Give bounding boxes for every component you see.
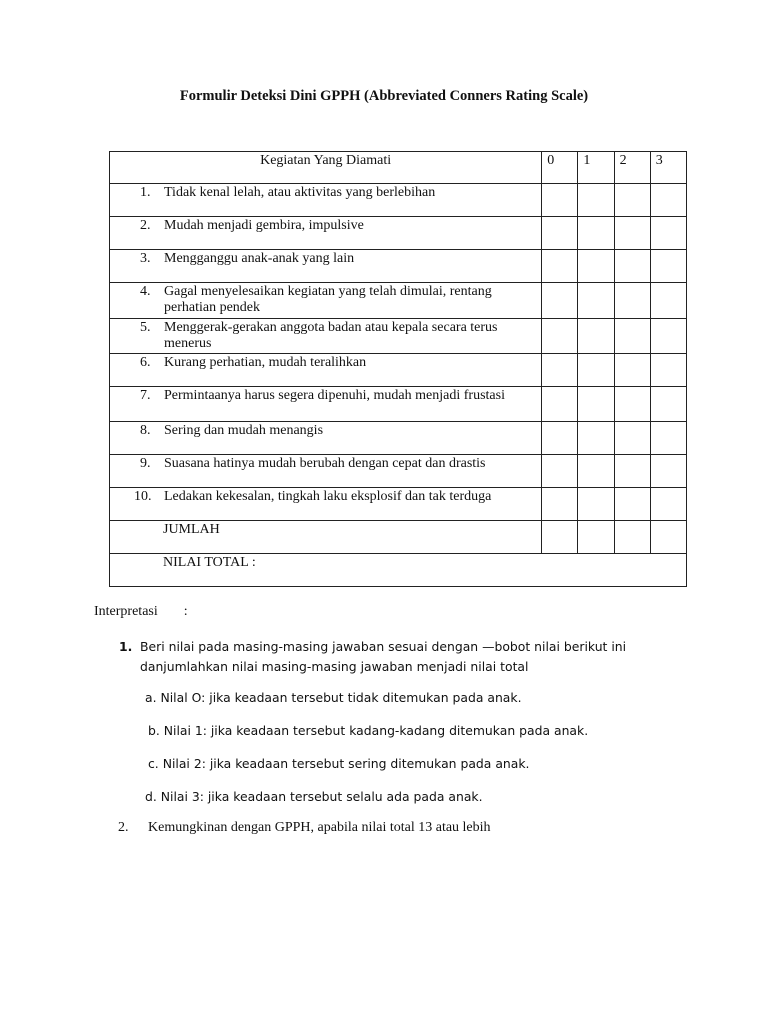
jumlah-label: JUMLAH bbox=[110, 521, 542, 554]
item-line bbox=[140, 423, 535, 439]
score-cell-0[interactable] bbox=[542, 184, 578, 217]
item-text: Sering dan mudah menangis bbox=[164, 423, 324, 438]
subpoint-a: a. Nilal O: jika keadaan tersebut tidak ditemukan pada anak. bbox=[145, 690, 522, 705]
score-header-2: 2 bbox=[614, 152, 650, 184]
item-cell bbox=[110, 488, 542, 521]
score-header-1: 1 bbox=[578, 152, 614, 184]
form-title: Formulir Deteksi Dini GPPH (Abbreviated Conners Rating Scale) bbox=[179, 88, 589, 104]
table-row bbox=[110, 319, 687, 354]
interpretasi-point-2 bbox=[118, 820, 491, 836]
score-cell-3[interactable] bbox=[650, 455, 686, 488]
score-cell-2[interactable] bbox=[614, 319, 650, 354]
item-number: 2. bbox=[140, 218, 151, 233]
score-cell-1[interactable] bbox=[578, 387, 614, 422]
item-number: 3. bbox=[140, 251, 151, 266]
table-row bbox=[110, 488, 687, 521]
item-line bbox=[134, 489, 535, 505]
score-cell-1[interactable] bbox=[578, 184, 614, 217]
score-cell-0[interactable] bbox=[542, 354, 578, 387]
score-cell-3[interactable] bbox=[650, 422, 686, 455]
item-text: Menggerak-gerakan anggota badan atau kepala secara terus menerus bbox=[164, 320, 498, 351]
table-row bbox=[110, 283, 687, 319]
item-number: 8. bbox=[140, 423, 151, 438]
item-cell bbox=[110, 387, 542, 422]
header-activity-label: Kegiatan Yang Diamati bbox=[260, 153, 392, 168]
item-line bbox=[140, 218, 535, 234]
subpoint-c: c. Nilai 2: jika keadaan tersebut sering ditemukan pada anak. bbox=[148, 756, 530, 771]
score-cell-0[interactable] bbox=[542, 455, 578, 488]
point-1-number: 1. bbox=[119, 639, 133, 654]
score-cell-0[interactable] bbox=[542, 319, 578, 354]
table-row bbox=[110, 387, 687, 422]
item-number: 4. bbox=[140, 284, 151, 299]
interpretasi-colon: : bbox=[183, 604, 188, 619]
item-number: 5. bbox=[140, 320, 151, 335]
score-cell-3[interactable] bbox=[650, 184, 686, 217]
item-number: 10. bbox=[134, 489, 152, 504]
item-number: 1. bbox=[140, 185, 151, 200]
table-row bbox=[110, 250, 687, 283]
score-cell-0[interactable] bbox=[542, 387, 578, 422]
score-cell-2[interactable] bbox=[614, 455, 650, 488]
item-cell bbox=[110, 184, 542, 217]
score-cell-1[interactable] bbox=[578, 488, 614, 521]
item-number: 9. bbox=[140, 456, 151, 471]
score-header-0: 0 bbox=[542, 152, 578, 184]
item-cell bbox=[110, 354, 542, 387]
score-cell-3[interactable] bbox=[650, 387, 686, 422]
item-line bbox=[140, 284, 535, 316]
score-cell-2[interactable] bbox=[614, 283, 650, 319]
score-cell-2[interactable] bbox=[614, 250, 650, 283]
score-header-3: 3 bbox=[650, 152, 686, 184]
score-cell-3[interactable] bbox=[650, 250, 686, 283]
score-cell-2[interactable] bbox=[614, 354, 650, 387]
item-text: Kurang perhatian, mudah teralihkan bbox=[164, 355, 367, 370]
table-row bbox=[110, 354, 687, 387]
jumlah-cell-1[interactable] bbox=[578, 521, 614, 554]
table-row bbox=[110, 422, 687, 455]
score-cell-1[interactable] bbox=[578, 319, 614, 354]
interpretasi-label: Interpretasi bbox=[94, 604, 158, 619]
item-line bbox=[140, 355, 535, 371]
header-activity bbox=[110, 152, 542, 184]
item-number: 6. bbox=[140, 355, 151, 370]
interpretasi-point-1 bbox=[119, 637, 719, 677]
subpoint-b: b. Nilai 1: jika keadaan tersebut kadang-kadang ditemukan pada anak. bbox=[148, 723, 589, 738]
score-cell-0[interactable] bbox=[542, 217, 578, 250]
score-cell-3[interactable] bbox=[650, 283, 686, 319]
jumlah-cell-3[interactable] bbox=[650, 521, 686, 554]
item-line bbox=[140, 251, 535, 267]
score-cell-1[interactable] bbox=[578, 217, 614, 250]
item-cell bbox=[110, 422, 542, 455]
item-text: Mengganggu anak-anak yang lain bbox=[164, 251, 355, 266]
score-cell-3[interactable] bbox=[650, 319, 686, 354]
score-cell-2[interactable] bbox=[614, 488, 650, 521]
item-line bbox=[140, 456, 535, 472]
jumlah-row bbox=[110, 521, 687, 554]
rating-table bbox=[109, 151, 687, 587]
item-cell bbox=[110, 319, 542, 354]
interpretasi-heading bbox=[94, 604, 188, 620]
item-text: Tidak kenal lelah, atau aktivitas yang berlebihan bbox=[164, 185, 436, 200]
score-cell-1[interactable] bbox=[578, 250, 614, 283]
score-cell-3[interactable] bbox=[650, 217, 686, 250]
score-cell-2[interactable] bbox=[614, 184, 650, 217]
item-cell bbox=[110, 455, 542, 488]
subpoint-d: d. Nilai 3: jika keadaan tersebut selalu ada pada anak. bbox=[145, 789, 483, 804]
score-cell-0[interactable] bbox=[542, 488, 578, 521]
nilai-total-row bbox=[110, 554, 687, 587]
item-number: 7. bbox=[140, 388, 151, 403]
item-line bbox=[140, 185, 535, 201]
score-cell-1[interactable] bbox=[578, 455, 614, 488]
point-2-number: 2. bbox=[118, 820, 129, 835]
table-row bbox=[110, 184, 687, 217]
item-cell bbox=[110, 283, 542, 319]
score-cell-0[interactable] bbox=[542, 422, 578, 455]
score-cell-2[interactable] bbox=[614, 217, 650, 250]
score-cell-1[interactable] bbox=[578, 354, 614, 387]
score-cell-3[interactable] bbox=[650, 488, 686, 521]
item-text: Suasana hatinya mudah berubah dengan cepat dan drastis bbox=[164, 456, 486, 471]
score-cell-0[interactable] bbox=[542, 283, 578, 319]
score-cell-1[interactable] bbox=[578, 422, 614, 455]
table-row bbox=[110, 217, 687, 250]
point-1-line-1: Beri nilai pada masing-masing jawaban sesuai dengan —bobot nilai berikut ini bbox=[140, 639, 627, 654]
score-cell-1[interactable] bbox=[578, 283, 614, 319]
table-row bbox=[110, 455, 687, 488]
table-header-row bbox=[110, 152, 687, 184]
score-cell-3[interactable] bbox=[650, 354, 686, 387]
jumlah-cell-2[interactable] bbox=[614, 521, 650, 554]
point-2-text: Kemungkinan dengan GPPH, apabila nilai total 13 atau lebih bbox=[148, 820, 491, 835]
jumlah-cell-0[interactable] bbox=[542, 521, 578, 554]
item-text: Permintaanya harus segera dipenuhi, mudah menjadi frustasi bbox=[164, 388, 505, 403]
point-1-line-2: danjumlahkan nilai masing-masing jawaban menjadi nilai total bbox=[140, 659, 529, 674]
nilai-total-label[interactable]: NILAI TOTAL : bbox=[110, 554, 687, 587]
item-line bbox=[140, 388, 535, 404]
score-cell-0[interactable] bbox=[542, 250, 578, 283]
score-cell-2[interactable] bbox=[614, 422, 650, 455]
item-text: Ledakan kekesalan, tingkah laku eksplosif dan tak terduga bbox=[164, 489, 492, 504]
item-text: Gagal menyelesaikan kegiatan yang telah dimulai, rentang perhatian pendek bbox=[164, 284, 492, 315]
item-line bbox=[140, 320, 535, 352]
item-text: Mudah menjadi gembira, impulsive bbox=[164, 218, 364, 233]
item-cell bbox=[110, 217, 542, 250]
item-cell bbox=[110, 250, 542, 283]
score-cell-2[interactable] bbox=[614, 387, 650, 422]
